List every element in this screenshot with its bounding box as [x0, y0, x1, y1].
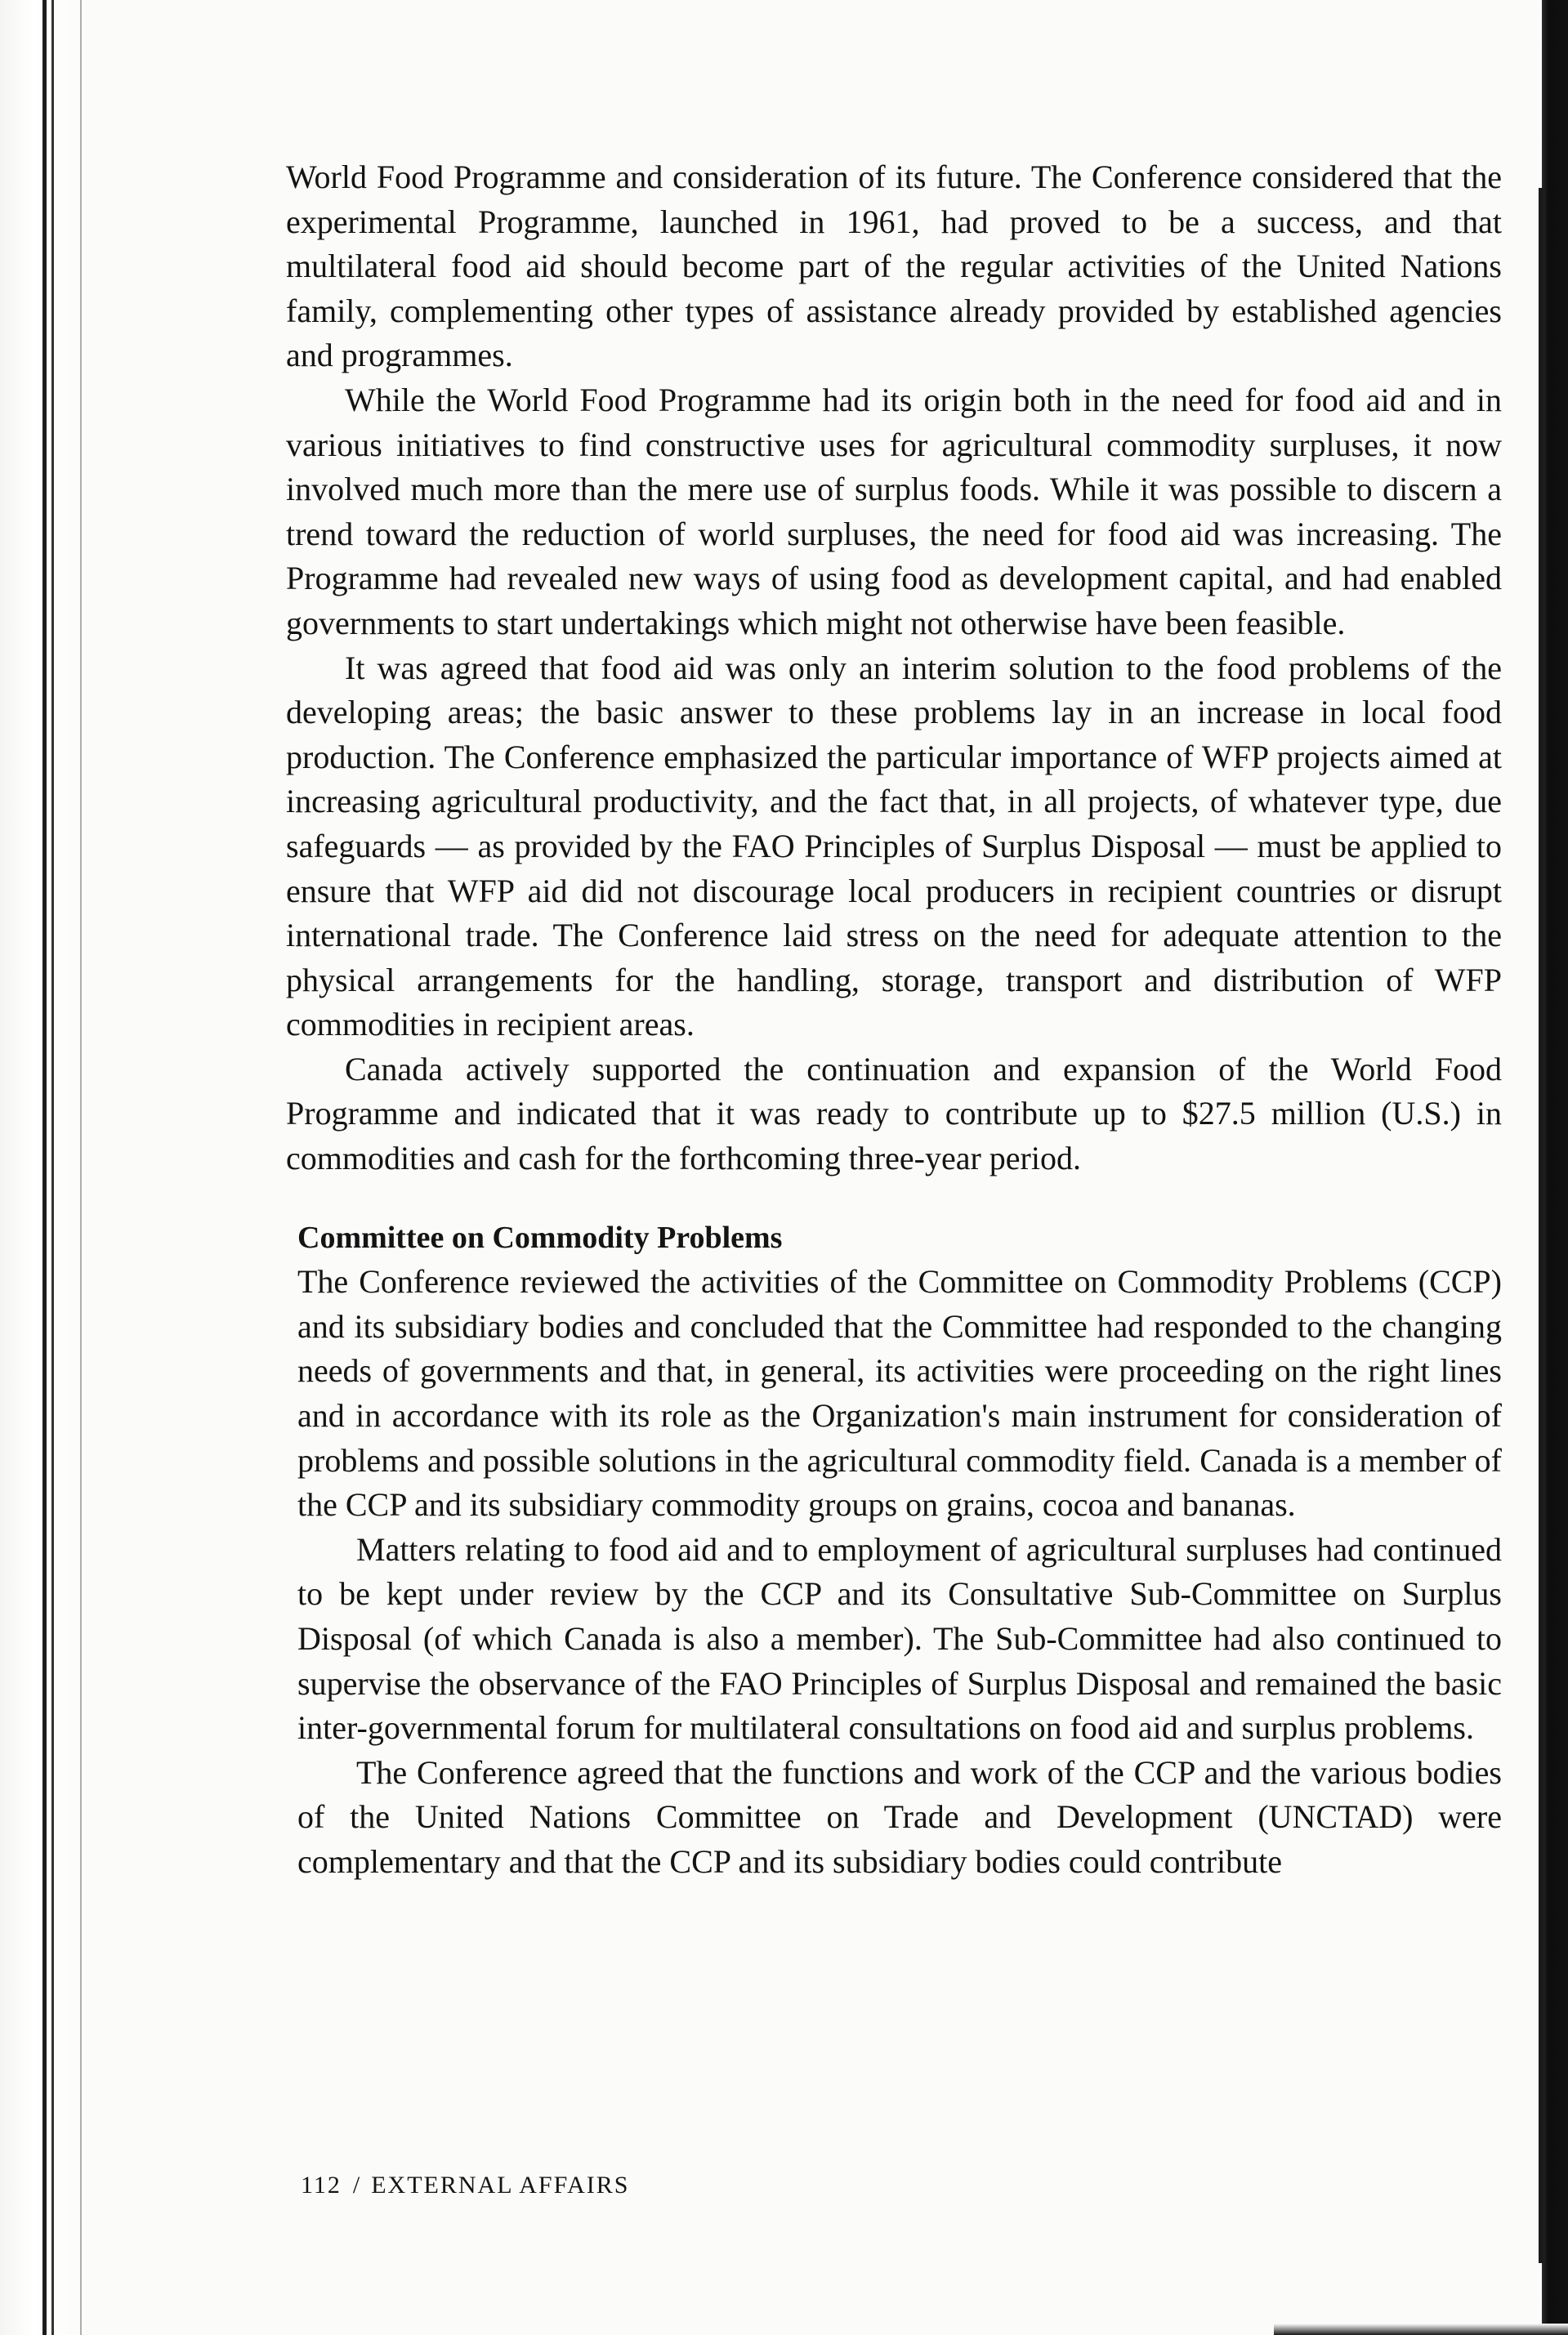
section-body [286, 1260, 1502, 1884]
paragraph: The Conference agreed that the functions and work of the CCP and the various bodies of the United Nations Committee on Trade and Development (UNCTAD) were complementary and that the CCP and its subsidiary bodies could contribute [297, 1753, 1502, 1880]
paragraph: Matters relating to food aid and to employment of agricultural surpluses had continued to be kept under review by the CCP and its Consultative Sub-Committee on Surplus Disposal (of which Canada is also a member). The Sub-Committee had also continued to supervise the observance of the FAO Principles of Surplus Disposal and remained the basic inter-governmental forum for multilateral consultations on food aid and surplus problems. [297, 1530, 1502, 1747]
body-text [286, 155, 1502, 1885]
publication-name: EXTERNAL AFFAIRS [371, 2172, 630, 2199]
page-edge-bottom [1274, 2324, 1568, 2335]
paragraph: It was agreed that food aid was only an interim solution to the food problems of the developing areas; the basic answer to these problems lay in an increase in local food production. The Conference emphasized the particular importance of WFP projects aimed at increasing agricultural productivity, and the fact that, in all projects, of whatever type, due safeguards — as provided by the FAO Principles of Surplus Disposal — must be applied to ensure that WFP aid did not discourage local producers in recipient countries or disrupt international trade. The Conference laid stress on the need for adequate attention to the physical arrangements for the handling, storage, transport and distribution of WFP commodities in recipient areas. [286, 649, 1502, 1043]
section-heading: Committee on Commodity Problems [297, 1220, 783, 1255]
paragraph-continued: World Food Programme and consideration of its future. The Conference considered that the experimental Programme, launched in 1961, had proved to be a success, and that multilateral food aid should become part of the regular activities of the United Nations family, complementing other types of assistance already provided by established agencies and programmes. [286, 158, 1502, 374]
binding-line [51, 0, 54, 2335]
footer-separator: / [352, 2172, 362, 2199]
page-number: 112 [301, 2172, 342, 2199]
paragraph: The Conference reviewed the activities of the Committee on Commodity Problems (CCP) and its subsidiary bodies and concluded that the Committee had responded to the changing needs of governments and that, in general, its activities were proceeding on the right lines and in accordance with its role as the Organization's main instrument for consideration of problems and possible solutions in the agricultural commodity field. Canada is a member of the CCP and its subsidiary commodity groups on grains, cocoa and bananas. [297, 1263, 1502, 1524]
binding-line [42, 0, 47, 2335]
binding-line [80, 0, 82, 2335]
paragraph: Canada actively supported the continuation and expansion of the World Food Programme and indicated that it was ready to contribute up to $27.5 million (U.S.) in commodities and cash for the forthcoming three-year period. [286, 1050, 1502, 1177]
paragraph: While the World Food Programme had its origin both in the need for food aid and in various initiatives to find constructive uses for agricultural commodity surpluses, it now involved much more than the mere use of surplus foods. While it was possible to discern a trend toward the reduction of world surpluses, the need for food aid was increasing. The Programme had revealed new ways of using food as development capital, and had enabled governments to start undertakings which might not otherwise have been feasible. [286, 381, 1502, 641]
page-edge-right-inner [1539, 188, 1543, 2263]
page-edge-right [1542, 0, 1568, 2335]
page-footer [301, 2169, 629, 2202]
